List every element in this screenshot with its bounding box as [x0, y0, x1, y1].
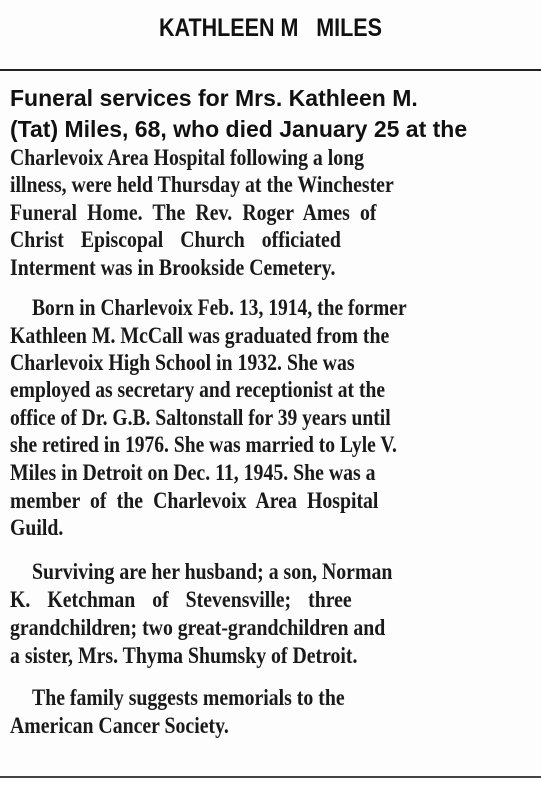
article-line-6: Christ Episcopal Church officiated: [10, 227, 341, 252]
article-line-7: Interment was in Brookside Cemetery.: [10, 255, 336, 280]
article-line-13: she retired in 1976. She was married to Lyle V.: [10, 432, 397, 457]
article-line-1: Funeral services for Mrs. Kathleen M.: [10, 85, 418, 111]
article-line-14: Miles in Detroit on Dec. 11, 1945. She was a: [10, 460, 376, 485]
article-line-10: Charlevoix High School in 1932. She was: [10, 350, 355, 375]
heading-divider: [0, 69, 541, 71]
article-line-20: a sister, Mrs. Thyma Shumsky of Detroit.: [10, 643, 358, 668]
obituary-name-heading: KATHLEEN M MILES: [159, 14, 382, 42]
article-line-15: member of the Charlevoix Area Hospital: [10, 488, 379, 513]
article-line-5: Funeral Home. The Rev. Roger Ames of: [10, 200, 377, 225]
article-line-22: American Cancer Society.: [10, 713, 229, 738]
article-line-11: employed as secretary and receptionist at the: [10, 377, 386, 402]
article-line-9: Kathleen M. McCall was graduated from the: [10, 323, 390, 348]
article-line-2: (Tat) Miles, 68, who died January 25 at the: [10, 116, 468, 142]
article-line-8: Born in Charlevoix Feb. 13, 1914, the former: [32, 295, 407, 320]
article-line-12: office of Dr. G.B. Saltonstall for 39 years until: [10, 405, 391, 430]
article-line-21: The family suggests memorials to the: [32, 685, 345, 710]
article-line-18: K. Ketchman of Stevensville; three: [10, 587, 352, 612]
article-line-3: Charlevoix Area Hospital following a long: [10, 145, 365, 170]
bottom-border: [0, 776, 541, 778]
article-line-16: Guild.: [10, 515, 64, 540]
article-line-19: grandchildren; two great-grandchildren and: [10, 615, 386, 640]
article-line-17: Surviving are her husband; a son, Norman: [32, 559, 393, 584]
article-line-4: illness, were held Thursday at the Winchester: [10, 172, 394, 197]
